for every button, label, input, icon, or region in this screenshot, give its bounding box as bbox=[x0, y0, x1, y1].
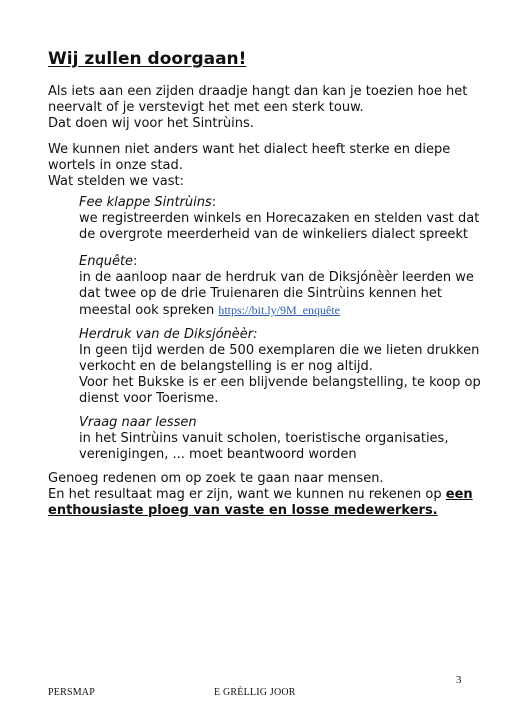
finding-line: verkocht en de belangstelling is er nog altijd. bbox=[79, 359, 373, 374]
paragraph-line: wortels in onze stad. bbox=[48, 158, 183, 173]
closing-emphasis-line: enthousiaste ploeg van vaste en losse medewerkers. bbox=[48, 503, 438, 518]
finding-heading bbox=[79, 415, 479, 431]
finding-line: de overgrote meerderheid van de winkeliers dialect spreekt bbox=[79, 227, 468, 242]
finding-line: In geen tijd werden de 500 exemplaren die we lieten drukken bbox=[79, 343, 480, 358]
finding-title: Herdruk van de Diksjónèèr: bbox=[79, 327, 258, 342]
finding-title: Vraag naar lessen bbox=[79, 415, 197, 430]
finding-title-suffix: : bbox=[133, 254, 138, 269]
closing-emphasis: een bbox=[445, 487, 473, 502]
finding-heading bbox=[79, 327, 479, 343]
finding-title: Enquête bbox=[79, 254, 134, 269]
survey-link[interactable]: https://bit.ly/9M_enquête bbox=[218, 303, 340, 317]
finding-line: in het Sintrùins vanuit scholen, toeristische organisaties, bbox=[79, 431, 449, 446]
footer-left-label: PERSMAP bbox=[48, 687, 95, 698]
intro-line: neervalt of je verstevigt het met een sterk touw. bbox=[48, 100, 364, 115]
intro-paragraph bbox=[48, 84, 468, 132]
paragraph-line: We kunnen niet anders want het dialect heeft sterke en diepe bbox=[48, 142, 451, 157]
footer-center-label: E GRÈLLIG JOOR bbox=[214, 687, 296, 698]
finding-heading bbox=[79, 254, 479, 270]
finding-line: we registreerden winkels en Horecazaken en stelden vast dat bbox=[79, 211, 480, 226]
finding-line: in de aanloop naar de herdruk van de Diksjónèèr leerden we bbox=[79, 270, 474, 285]
finding-line: Voor het Bukske is er een blijvende belangstelling, te koop op bbox=[79, 375, 481, 390]
finding-line: dienst voor Toerisme. bbox=[79, 391, 219, 406]
finding-heading bbox=[79, 195, 479, 211]
paragraph-line: Wat stelden we vast: bbox=[48, 174, 184, 189]
closing-text: En het resultaat mag er zijn, want we kunnen nu rekenen op bbox=[48, 487, 446, 502]
finding-item-reprint bbox=[79, 327, 479, 407]
finding-title: Fee klappe Sintrùins bbox=[79, 195, 212, 210]
second-paragraph bbox=[48, 142, 468, 190]
finding-item-lessons bbox=[79, 415, 479, 463]
closing-line: Genoeg redenen om op zoek te gaan naar mensen. bbox=[48, 471, 384, 486]
intro-line: Als iets aan een zijden draadje hangt dan kan je toezien hoe het bbox=[48, 84, 468, 99]
finding-item-shops bbox=[79, 195, 479, 243]
page-number: 3 bbox=[456, 674, 462, 686]
finding-line bbox=[79, 302, 479, 319]
finding-item-survey bbox=[79, 254, 479, 319]
closing-line bbox=[48, 487, 478, 503]
intro-line: Dat doen wij voor het Sintrùins. bbox=[48, 116, 254, 131]
closing-paragraph bbox=[48, 471, 478, 519]
finding-line: verenigingen, ... moet beantwoord worden bbox=[79, 447, 357, 462]
page-title: Wij zullen doorgaan! bbox=[48, 49, 247, 69]
finding-line: dat twee op de drie Truienaren die Sintrùins kennen het bbox=[79, 286, 443, 301]
finding-title-suffix: : bbox=[211, 195, 217, 210]
finding-line-text: meestal ook spreken bbox=[79, 303, 219, 318]
